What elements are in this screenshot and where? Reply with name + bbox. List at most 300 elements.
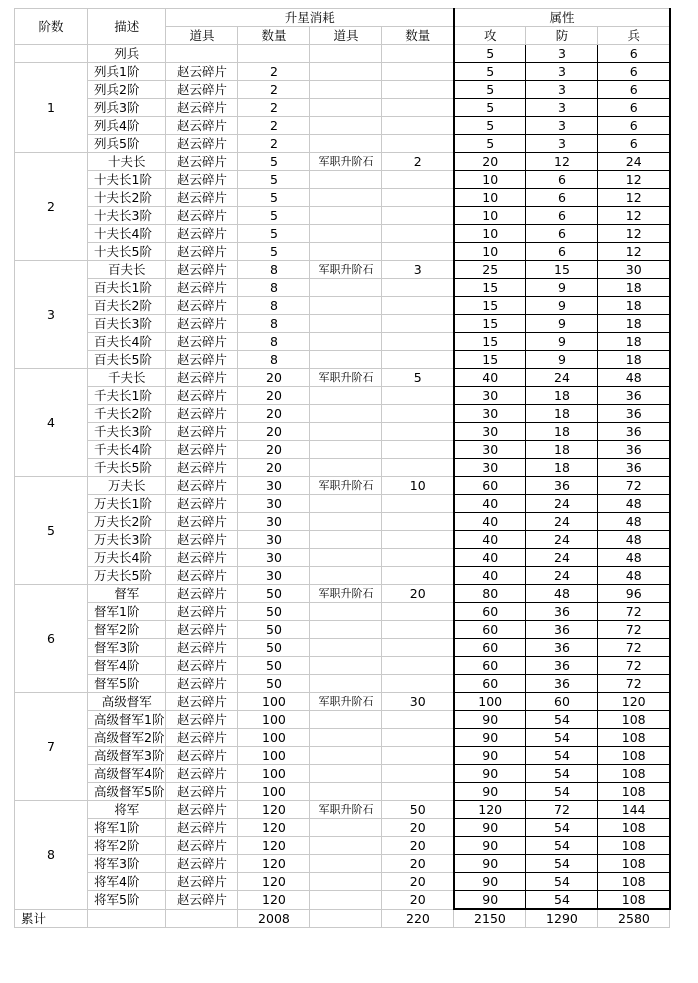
def-cell: 3	[526, 135, 598, 153]
tier-cell: 1	[15, 63, 88, 153]
table-row	[15, 297, 670, 315]
troops-cell: 108	[598, 855, 670, 873]
item1-cell: 赵云碎片	[166, 891, 238, 910]
desc-cell: 督军3阶	[88, 639, 166, 657]
table-row	[15, 801, 670, 819]
atk-cell: 60	[454, 477, 526, 495]
def-cell: 72	[526, 801, 598, 819]
item2-cell	[310, 45, 382, 63]
item2-cell: 军职升阶石	[310, 261, 382, 279]
troops-cell: 12	[598, 243, 670, 261]
desc-cell: 列兵5阶	[88, 135, 166, 153]
qty1-cell: 120	[238, 801, 310, 819]
table-row	[15, 333, 670, 351]
table-row	[15, 711, 670, 729]
item1-cell: 赵云碎片	[166, 405, 238, 423]
def-cell: 18	[526, 387, 598, 405]
desc-cell: 万夫长3阶	[88, 531, 166, 549]
qty1-cell: 30	[238, 567, 310, 585]
desc-cell: 督军5阶	[88, 675, 166, 693]
table-row	[15, 135, 670, 153]
atk-cell: 25	[454, 261, 526, 279]
troops-cell: 18	[598, 315, 670, 333]
table-row	[15, 459, 670, 477]
def-cell: 9	[526, 351, 598, 369]
troops-cell: 48	[598, 369, 670, 387]
troops-cell: 36	[598, 405, 670, 423]
item1-cell	[166, 45, 238, 63]
qty2-cell	[382, 711, 454, 729]
atk-cell: 10	[454, 243, 526, 261]
qty2-cell	[382, 243, 454, 261]
qty2-cell	[382, 315, 454, 333]
atk-cell: 90	[454, 891, 526, 910]
desc-cell: 百夫长1阶	[88, 279, 166, 297]
troops-cell: 12	[598, 189, 670, 207]
table-row	[15, 387, 670, 405]
qty1-cell: 20	[238, 441, 310, 459]
def-cell: 6	[526, 243, 598, 261]
def-cell: 54	[526, 729, 598, 747]
item1-cell: 赵云碎片	[166, 729, 238, 747]
troops-cell: 6	[598, 45, 670, 63]
atk-cell: 90	[454, 819, 526, 837]
item2-cell: 军职升阶石	[310, 369, 382, 387]
total-def: 1290	[526, 909, 598, 928]
item2-header: 道具	[310, 27, 382, 45]
def-cell: 6	[526, 189, 598, 207]
qty2-cell	[382, 423, 454, 441]
total-qty1: 2008	[238, 909, 310, 928]
item2-cell	[310, 315, 382, 333]
atk-cell: 15	[454, 315, 526, 333]
qty1-cell: 2	[238, 81, 310, 99]
item1-cell: 赵云碎片	[166, 351, 238, 369]
table-row	[15, 729, 670, 747]
header-row-1	[15, 9, 670, 27]
table-row	[15, 117, 670, 135]
tier-cell: 6	[15, 585, 88, 693]
troops-cell: 120	[598, 693, 670, 711]
troops-cell: 48	[598, 513, 670, 531]
qty2-cell: 3	[382, 261, 454, 279]
desc-cell: 万夫长5阶	[88, 567, 166, 585]
qty1-cell: 8	[238, 351, 310, 369]
atk-cell: 5	[454, 135, 526, 153]
qty2-cell: 20	[382, 819, 454, 837]
qty1-cell: 30	[238, 531, 310, 549]
troops-cell: 108	[598, 765, 670, 783]
item1-cell: 赵云碎片	[166, 549, 238, 567]
def-cell: 36	[526, 603, 598, 621]
qty1-cell: 20	[238, 405, 310, 423]
qty2-cell	[382, 279, 454, 297]
tier-cell: 7	[15, 693, 88, 801]
qty1-cell: 5	[238, 153, 310, 171]
troops-cell: 48	[598, 549, 670, 567]
def-cell: 54	[526, 747, 598, 765]
table-row	[15, 531, 670, 549]
item1-cell: 赵云碎片	[166, 657, 238, 675]
total-item2-cell	[310, 909, 382, 928]
def-cell: 24	[526, 567, 598, 585]
troops-cell: 12	[598, 171, 670, 189]
item2-cell	[310, 513, 382, 531]
table-row	[15, 81, 670, 99]
desc-cell: 千夫长5阶	[88, 459, 166, 477]
cost-group-header: 升星消耗	[166, 9, 454, 27]
table-row	[15, 855, 670, 873]
troops-cell: 18	[598, 333, 670, 351]
atk-cell: 60	[454, 675, 526, 693]
troops-cell: 6	[598, 117, 670, 135]
table-row	[15, 279, 670, 297]
tier-cell: 5	[15, 477, 88, 585]
def-cell: 54	[526, 765, 598, 783]
item1-cell: 赵云碎片	[166, 801, 238, 819]
qty2-cell	[382, 81, 454, 99]
troops-cell: 108	[598, 729, 670, 747]
qty2-cell	[382, 783, 454, 801]
qty2-cell	[382, 351, 454, 369]
def-cell: 24	[526, 549, 598, 567]
def-cell: 36	[526, 621, 598, 639]
atk-cell: 15	[454, 297, 526, 315]
item2-cell	[310, 135, 382, 153]
item2-cell	[310, 765, 382, 783]
desc-cell: 高级督军1阶	[88, 711, 166, 729]
qty2-cell: 30	[382, 693, 454, 711]
desc-cell: 十夫长5阶	[88, 243, 166, 261]
table-row	[15, 405, 670, 423]
qty1-cell: 30	[238, 513, 310, 531]
troops-cell: 108	[598, 873, 670, 891]
qty1-cell: 50	[238, 603, 310, 621]
desc-cell: 十夫长	[88, 153, 166, 171]
qty1-cell: 20	[238, 369, 310, 387]
def-cell: 3	[526, 99, 598, 117]
def-cell: 24	[526, 513, 598, 531]
atk-cell: 40	[454, 369, 526, 387]
desc-cell: 督军2阶	[88, 621, 166, 639]
item2-cell	[310, 531, 382, 549]
atk-cell: 90	[454, 765, 526, 783]
table-row	[15, 783, 670, 801]
table-row	[15, 657, 670, 675]
table-row	[15, 513, 670, 531]
qty2-cell	[382, 333, 454, 351]
qty1-cell: 30	[238, 549, 310, 567]
qty1-cell: 20	[238, 387, 310, 405]
desc-cell: 督军4阶	[88, 657, 166, 675]
desc-cell: 高级督军2阶	[88, 729, 166, 747]
table-body	[15, 9, 670, 910]
table-row	[15, 261, 670, 279]
def-cell: 48	[526, 585, 598, 603]
item1-cell: 赵云碎片	[166, 117, 238, 135]
desc-cell: 万夫长2阶	[88, 513, 166, 531]
qty2-cell	[382, 135, 454, 153]
table-row	[15, 819, 670, 837]
def-cell: 9	[526, 279, 598, 297]
qty1-cell: 120	[238, 855, 310, 873]
tier-cell: 4	[15, 369, 88, 477]
item2-cell	[310, 117, 382, 135]
troops-cell: 6	[598, 63, 670, 81]
qty1-cell: 30	[238, 495, 310, 513]
atk-cell: 40	[454, 531, 526, 549]
atk-cell: 80	[454, 585, 526, 603]
troops-cell: 48	[598, 495, 670, 513]
def-cell: 36	[526, 657, 598, 675]
item2-cell	[310, 603, 382, 621]
qty1-cell: 5	[238, 207, 310, 225]
qty1-cell: 100	[238, 693, 310, 711]
def-cell: 54	[526, 855, 598, 873]
qty2-cell: 20	[382, 585, 454, 603]
table-row	[15, 369, 670, 387]
table-row	[15, 603, 670, 621]
desc-cell: 列兵3阶	[88, 99, 166, 117]
table-row	[15, 243, 670, 261]
qty2-cell	[382, 297, 454, 315]
qty2-cell	[382, 99, 454, 117]
item2-cell	[310, 783, 382, 801]
item1-cell: 赵云碎片	[166, 333, 238, 351]
total-item1-cell	[166, 909, 238, 928]
item2-cell: 军职升阶石	[310, 585, 382, 603]
item1-cell: 赵云碎片	[166, 693, 238, 711]
troops-cell: 36	[598, 459, 670, 477]
def-cell: 3	[526, 63, 598, 81]
def-cell: 6	[526, 207, 598, 225]
item1-cell: 赵云碎片	[166, 441, 238, 459]
qty2-cell	[382, 621, 454, 639]
atk-header: 攻	[454, 27, 526, 45]
item1-cell: 赵云碎片	[166, 711, 238, 729]
atk-cell: 90	[454, 711, 526, 729]
atk-cell: 10	[454, 207, 526, 225]
atk-cell: 90	[454, 873, 526, 891]
item1-cell: 赵云碎片	[166, 153, 238, 171]
table-row	[15, 423, 670, 441]
total-row	[15, 909, 670, 928]
table-row	[15, 675, 670, 693]
atk-cell: 60	[454, 657, 526, 675]
qty1-cell: 50	[238, 639, 310, 657]
qty2-cell	[382, 387, 454, 405]
desc-cell: 将军	[88, 801, 166, 819]
qty1-header: 数量	[238, 27, 310, 45]
table-row	[15, 45, 670, 63]
item1-cell: 赵云碎片	[166, 189, 238, 207]
desc-cell: 十夫长1阶	[88, 171, 166, 189]
table-row	[15, 693, 670, 711]
item2-cell	[310, 567, 382, 585]
qty2-header: 数量	[382, 27, 454, 45]
total-troops: 2580	[598, 909, 670, 928]
atk-cell: 20	[454, 153, 526, 171]
item1-cell: 赵云碎片	[166, 819, 238, 837]
qty2-cell	[382, 603, 454, 621]
qty1-cell: 120	[238, 873, 310, 891]
item2-cell	[310, 99, 382, 117]
desc-header: 描述	[88, 9, 166, 45]
item1-cell: 赵云碎片	[166, 63, 238, 81]
def-cell: 24	[526, 369, 598, 387]
total-atk: 2150	[454, 909, 526, 928]
item1-cell: 赵云碎片	[166, 477, 238, 495]
def-cell: 18	[526, 423, 598, 441]
desc-cell: 列兵1阶	[88, 63, 166, 81]
qty2-cell	[382, 513, 454, 531]
table-row	[15, 639, 670, 657]
desc-cell: 百夫长3阶	[88, 315, 166, 333]
atk-cell: 90	[454, 837, 526, 855]
item1-cell: 赵云碎片	[166, 243, 238, 261]
qty1-cell	[238, 45, 310, 63]
item2-cell: 军职升阶石	[310, 477, 382, 495]
troops-cell: 48	[598, 531, 670, 549]
troops-cell: 144	[598, 801, 670, 819]
item2-cell	[310, 747, 382, 765]
troops-cell: 96	[598, 585, 670, 603]
qty1-cell: 5	[238, 243, 310, 261]
item1-cell: 赵云碎片	[166, 207, 238, 225]
atk-cell: 5	[454, 45, 526, 63]
item2-cell	[310, 549, 382, 567]
troops-cell: 36	[598, 441, 670, 459]
item2-cell	[310, 729, 382, 747]
item2-cell	[310, 819, 382, 837]
qty1-cell: 2	[238, 135, 310, 153]
qty1-cell: 50	[238, 621, 310, 639]
troops-cell: 48	[598, 567, 670, 585]
desc-cell: 百夫长2阶	[88, 297, 166, 315]
table-row	[15, 621, 670, 639]
troops-header: 兵	[598, 27, 670, 45]
item1-cell: 赵云碎片	[166, 135, 238, 153]
troops-cell: 36	[598, 387, 670, 405]
item1-cell: 赵云碎片	[166, 567, 238, 585]
total-qty2: 220	[382, 909, 454, 928]
item1-cell: 赵云碎片	[166, 765, 238, 783]
qty1-cell: 8	[238, 279, 310, 297]
atk-cell: 5	[454, 99, 526, 117]
table-row	[15, 747, 670, 765]
desc-cell: 十夫长2阶	[88, 189, 166, 207]
desc-cell: 督军	[88, 585, 166, 603]
troops-cell: 6	[598, 99, 670, 117]
table-row	[15, 765, 670, 783]
qty1-cell: 2	[238, 63, 310, 81]
qty1-cell: 50	[238, 585, 310, 603]
qty2-cell: 2	[382, 153, 454, 171]
item2-cell	[310, 423, 382, 441]
def-cell: 60	[526, 693, 598, 711]
qty2-cell	[382, 171, 454, 189]
item1-cell: 赵云碎片	[166, 369, 238, 387]
def-cell: 9	[526, 297, 598, 315]
item2-cell	[310, 297, 382, 315]
desc-cell: 将军4阶	[88, 873, 166, 891]
troops-cell: 12	[598, 225, 670, 243]
tier-cell: 3	[15, 261, 88, 369]
atk-cell: 30	[454, 387, 526, 405]
item1-cell: 赵云碎片	[166, 873, 238, 891]
item2-cell	[310, 243, 382, 261]
qty2-cell: 10	[382, 477, 454, 495]
qty2-cell	[382, 225, 454, 243]
table-row	[15, 351, 670, 369]
item2-cell	[310, 207, 382, 225]
desc-cell: 百夫长5阶	[88, 351, 166, 369]
atk-cell: 60	[454, 603, 526, 621]
qty1-cell: 120	[238, 891, 310, 910]
troops-cell: 108	[598, 783, 670, 801]
desc-cell: 高级督军5阶	[88, 783, 166, 801]
qty1-cell: 30	[238, 477, 310, 495]
item1-cell: 赵云碎片	[166, 261, 238, 279]
item2-cell	[310, 639, 382, 657]
def-cell: 54	[526, 819, 598, 837]
atk-cell: 30	[454, 405, 526, 423]
item1-cell: 赵云碎片	[166, 513, 238, 531]
troops-cell: 24	[598, 153, 670, 171]
item2-cell	[310, 711, 382, 729]
desc-cell: 督军1阶	[88, 603, 166, 621]
item1-cell: 赵云碎片	[166, 279, 238, 297]
troops-cell: 72	[598, 657, 670, 675]
def-cell: 9	[526, 333, 598, 351]
qty1-cell: 5	[238, 189, 310, 207]
troops-cell: 108	[598, 819, 670, 837]
qty1-cell: 100	[238, 765, 310, 783]
qty2-cell	[382, 765, 454, 783]
qty2-cell	[382, 549, 454, 567]
qty1-cell: 100	[238, 783, 310, 801]
item1-cell: 赵云碎片	[166, 423, 238, 441]
qty2-cell	[382, 639, 454, 657]
atk-cell: 10	[454, 189, 526, 207]
desc-cell: 高级督军3阶	[88, 747, 166, 765]
def-cell: 24	[526, 531, 598, 549]
item1-cell: 赵云碎片	[166, 387, 238, 405]
item2-cell	[310, 405, 382, 423]
def-cell: 3	[526, 45, 598, 63]
troops-cell: 18	[598, 351, 670, 369]
desc-cell: 千夫长	[88, 369, 166, 387]
atk-cell: 40	[454, 495, 526, 513]
qty2-cell	[382, 45, 454, 63]
table-row	[15, 549, 670, 567]
qty2-cell	[382, 459, 454, 477]
table-row	[15, 315, 670, 333]
def-cell: 3	[526, 117, 598, 135]
troops-cell: 12	[598, 207, 670, 225]
table-row	[15, 153, 670, 171]
desc-cell: 十夫长3阶	[88, 207, 166, 225]
def-cell: 15	[526, 261, 598, 279]
qty1-cell: 20	[238, 423, 310, 441]
atk-cell: 15	[454, 351, 526, 369]
item1-cell: 赵云碎片	[166, 603, 238, 621]
item1-cell: 赵云碎片	[166, 621, 238, 639]
desc-cell: 万夫长	[88, 477, 166, 495]
item2-cell	[310, 837, 382, 855]
troops-cell: 108	[598, 747, 670, 765]
desc-cell: 万夫长4阶	[88, 549, 166, 567]
